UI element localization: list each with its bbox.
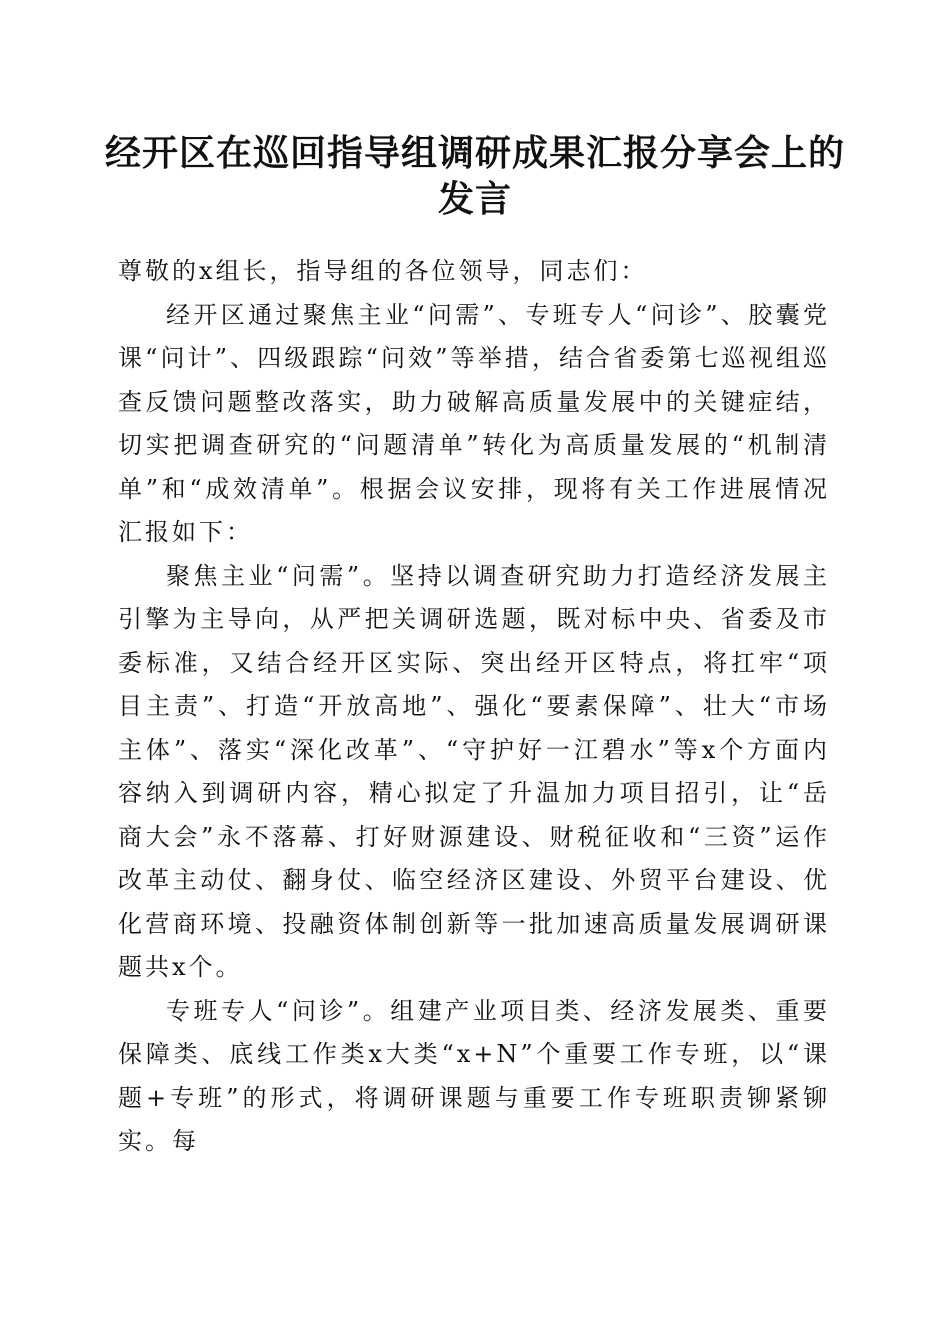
document-body xyxy=(118,250,830,1164)
paragraph-focus-needs: 聚焦主业“问需”。坚持以调查研究助力打造经济发展主引擎为主导向，从严把关调研选题，既对标中央、省委及市委标准，又结合经开区实际、突出经开区特点，将扛牢“项目主责”、打造“开放高地”、强化“要素保障”、壮大“市场主体”、落实“深化改革”、“守护好一江碧水”等x个方面内容纳入到调研内容，精心拟定了升温加力项目招引，让“岳商大会”永不落幕、打好财源建设、财税征收和“三资”运作改革主动仗、翻身仗、临空经济区建设、外贸平台建设、优化营商环境、投融资体制创新等一批加速高质量发展调研课题共x个。 xyxy=(118,561,830,981)
paragraph-intro: 经开区通过聚焦主业“问需”、专班专人“问诊”、胶囊党课“问计”、四级跟踪“问效”等举措，结合省委第七巡视组巡查反馈问题整改落实，助力破解高质量发展中的关键症结，切实把调查研究的“问题清单”转化为高质量发展的“机制清单”和“成效清单”。根据会议安排，现将有关工作进展情况汇报如下： xyxy=(118,300,830,546)
document-title xyxy=(100,130,850,222)
salutation: 尊敬的x组长，指导组的各位领导，同志们： xyxy=(118,257,648,285)
paragraph-special-team: 专班专人“问诊”。组建产业项目类、经济发展类、重要保障类、底线工作类x大类“x+N”个重要工作专班，以“课题+专班”的形式，将调研课题与重要工作专班职责铆紧铆实。每 xyxy=(118,996,830,1155)
document-title-line-1: 经开区在巡回指导组调研成果汇报分享会上的 xyxy=(104,132,845,174)
document-title-line-2: 发言 xyxy=(437,178,512,220)
